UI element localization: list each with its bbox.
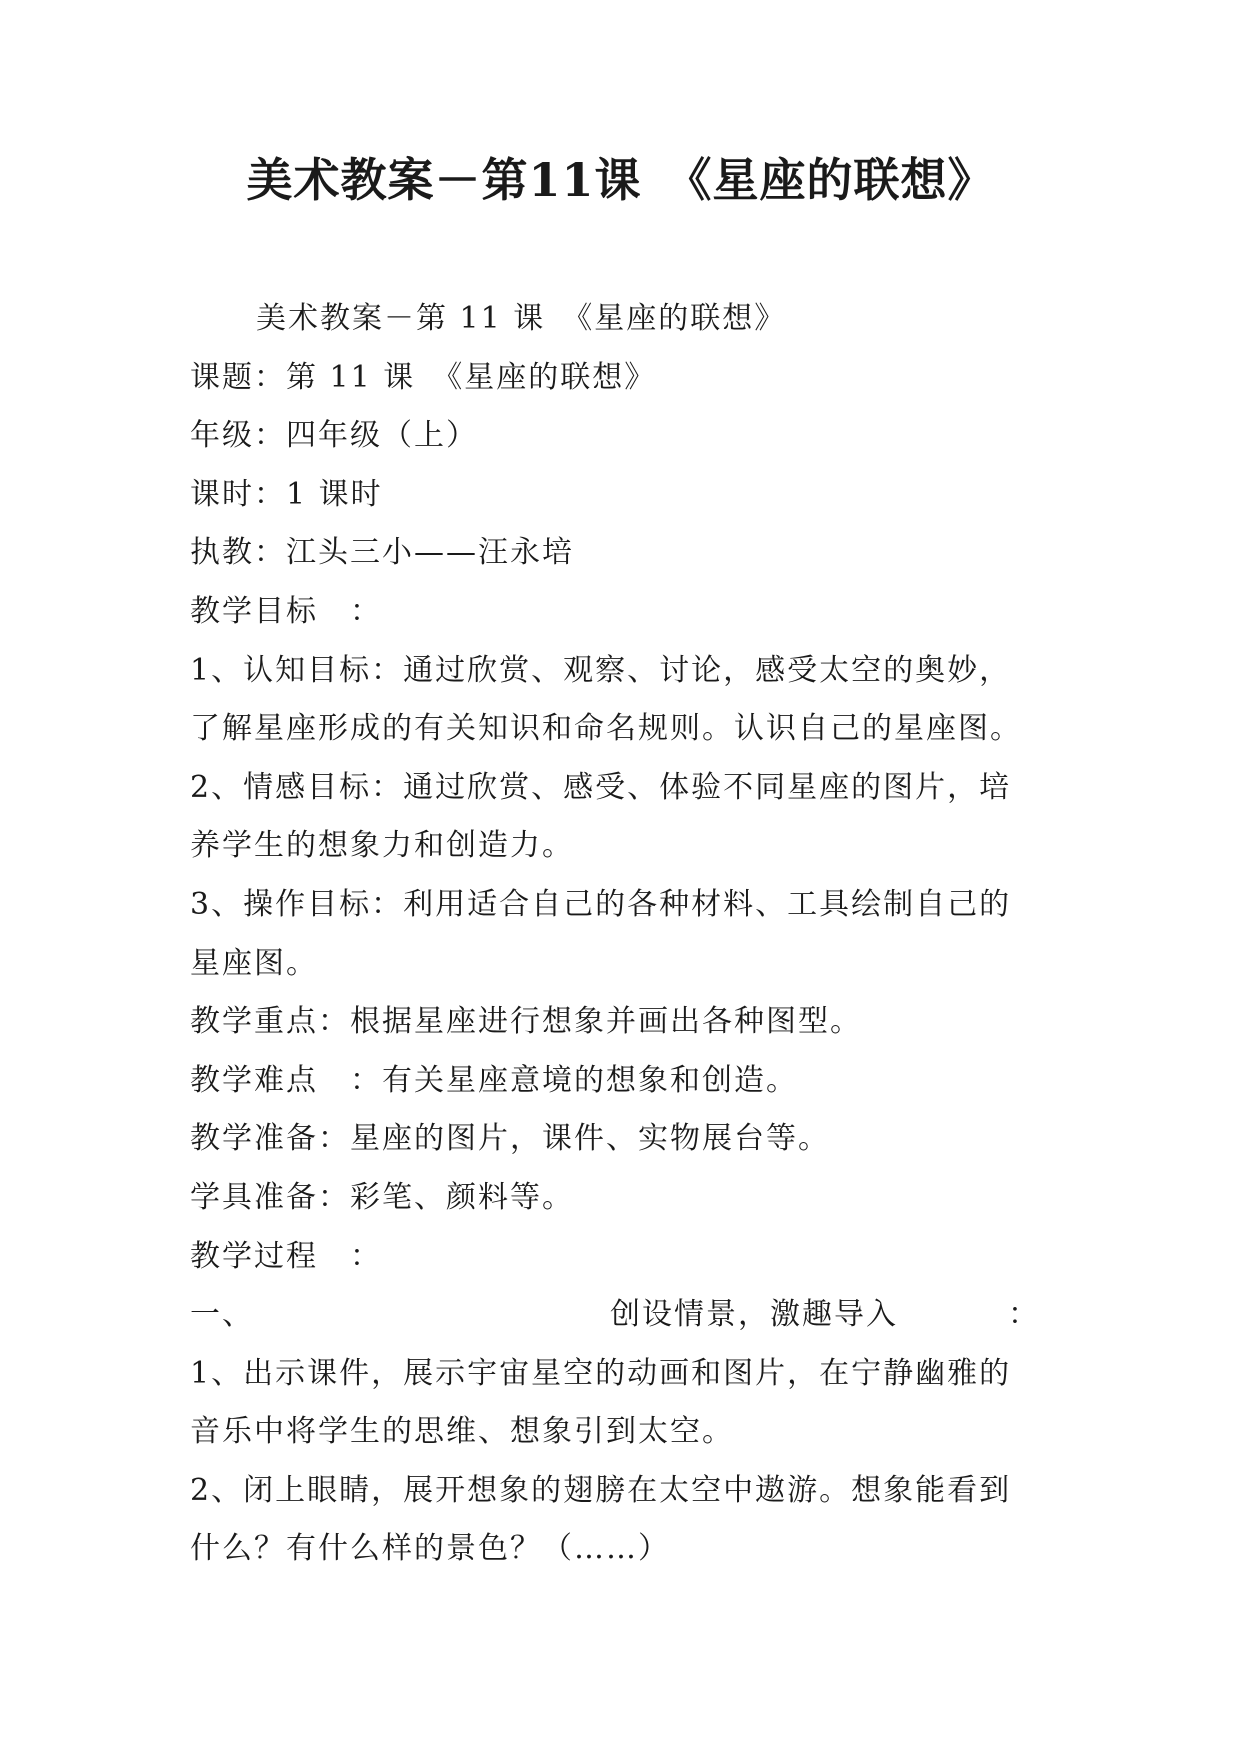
process-step-line: 1、出示课件，展示宇宙星空的动画和图片，在宁静幽雅的	[190, 1355, 1012, 1391]
goals-heading: 教学目标 ：	[190, 593, 382, 629]
process-step-line: 2、闭上眼睛，展开想象的翅膀在太空中遨游。想象能看到	[190, 1472, 1012, 1508]
key-point: 教学重点：根据星座进行想象并画出各种图型。	[190, 1004, 862, 1040]
lesson-grade: 年级：四年级（上）	[190, 418, 478, 454]
student-preparation: 学具准备：彩笔、颜料等。	[190, 1179, 574, 1215]
goal-line: 星座图。	[190, 945, 318, 981]
document-body	[190, 290, 1090, 1579]
goal-line: 1、认知目标：通过欣赏、观察、讨论，感受太空的奥妙，	[190, 652, 1012, 688]
document-title: 美术教案－第11课 《星座的联想》	[246, 153, 995, 207]
goal-line: 了解星座形成的有关知识和命名规则。认识自己的星座图。	[190, 711, 1022, 747]
section-title: 创设情景，激趣导入	[610, 1297, 898, 1333]
process-step-line: 音乐中将学生的思维、想象引到太空。	[190, 1414, 734, 1450]
process-heading: 教学过程 ：	[190, 1238, 382, 1274]
process-step-line: 什么？有什么样的景色？（……）	[190, 1531, 670, 1567]
section-colon: ：	[1008, 1297, 1040, 1333]
lesson-teacher: 执教：江头三小——汪永培	[190, 535, 574, 571]
lesson-hours: 课时：1 课时	[190, 476, 383, 512]
goal-line: 2、情感目标：通过欣赏、感受、体验不同星座的图片，培	[190, 769, 1012, 805]
lesson-subtitle: 美术教案－第 11 课 《星座的联想》	[256, 301, 787, 336]
goal-line: 养学生的想象力和创造力。	[190, 828, 574, 864]
section-heading	[190, 1286, 1090, 1345]
section-number: 一、	[190, 1297, 254, 1333]
teacher-preparation: 教学准备：星座的图片，课件、实物展台等。	[190, 1121, 830, 1157]
lesson-topic: 课题：第 11 课 《星座的联想》	[190, 359, 657, 395]
goal-line: 3、操作目标：利用适合自己的各种材料、工具绘制自己的	[190, 886, 1012, 922]
difficulty: 教学难点 ：有关星座意境的想象和创造。	[190, 1062, 798, 1098]
